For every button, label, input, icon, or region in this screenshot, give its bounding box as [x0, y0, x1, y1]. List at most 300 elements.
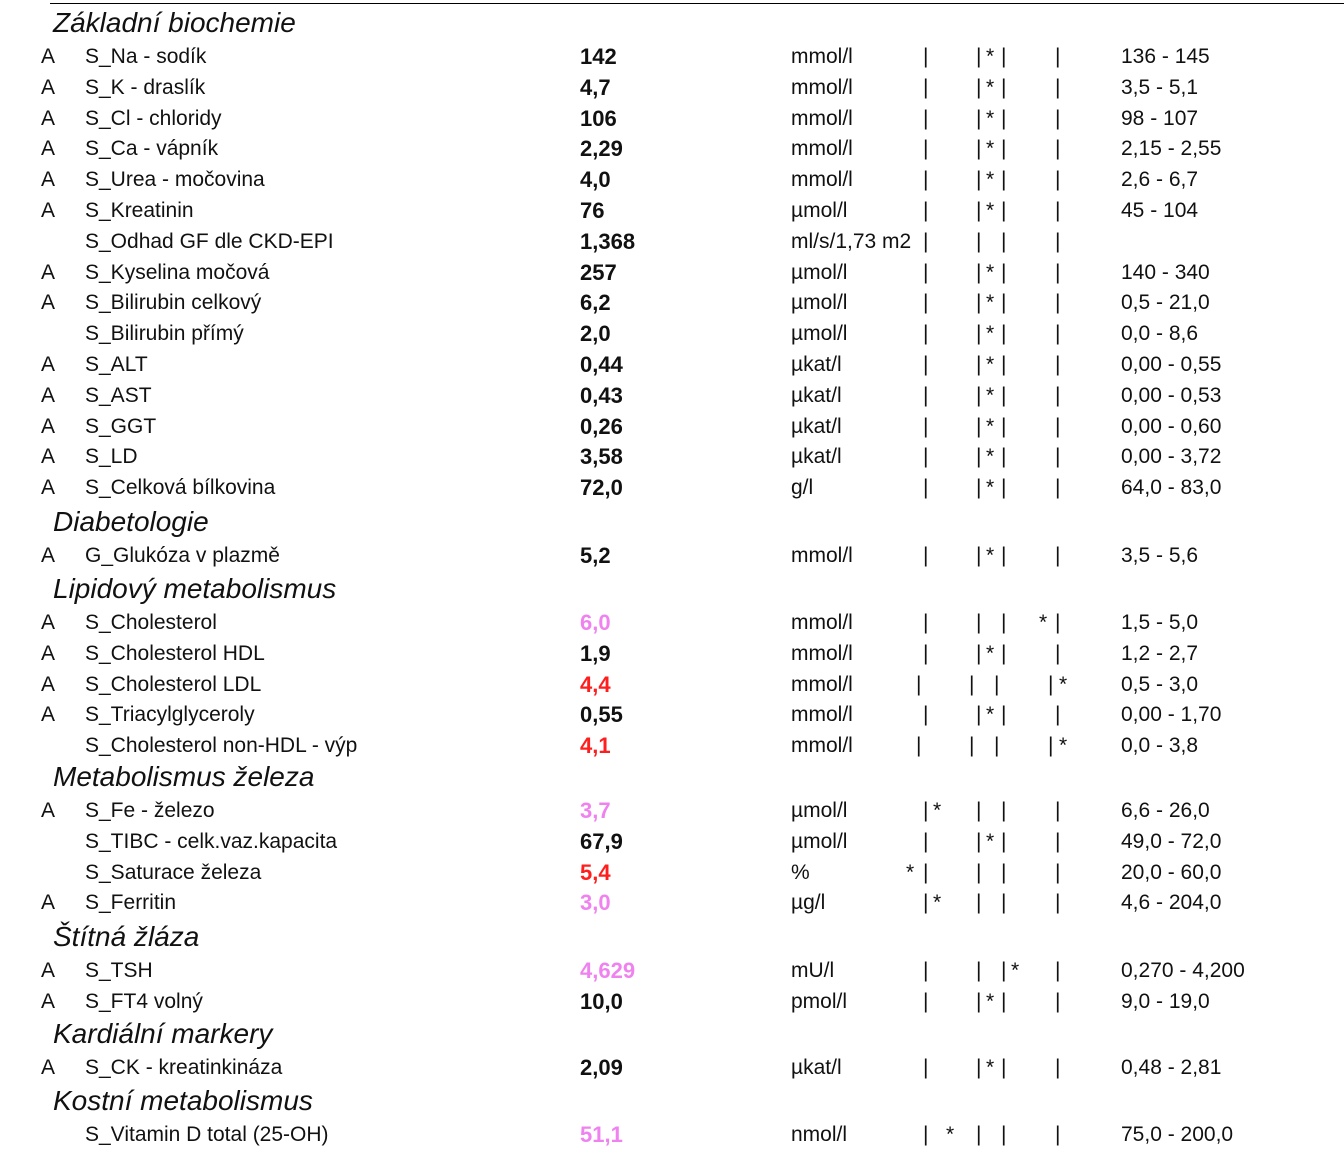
test-name: S_Cholesterol HDL: [85, 642, 265, 665]
reference-range: 3,5 - 5,6: [1121, 544, 1199, 567]
gauge-marker: *: [986, 415, 995, 438]
result-row: [0, 380, 1344, 411]
gauge-tick: |: [1001, 830, 1007, 853]
test-name: S_Cholesterol LDL: [85, 673, 262, 696]
gauge-tick: |: [923, 230, 929, 253]
gauge-tick: |: [976, 544, 982, 567]
gauge-tick: |: [923, 642, 929, 665]
gauge-tick: |: [976, 384, 982, 407]
gauge-tick: |: [976, 959, 982, 982]
gauge-tick: |: [1055, 76, 1061, 99]
gauge-tick: |: [1001, 861, 1007, 884]
gauge-tick: |: [1055, 261, 1061, 284]
gauge-tick: |: [976, 261, 982, 284]
gauge-tick: |: [923, 1056, 929, 1079]
gauge-tick: |: [976, 230, 982, 253]
gauge-marker: *: [986, 137, 995, 160]
reference-range: 9,0 - 19,0: [1121, 990, 1210, 1013]
test-unit: mmol/l: [791, 611, 853, 634]
gauge-tick: |: [976, 476, 982, 499]
accreditation-flag: A: [41, 291, 56, 314]
reference-range: 0,00 - 3,72: [1121, 445, 1222, 468]
accreditation-flag: A: [41, 1056, 56, 1079]
gauge-marker: *: [986, 990, 995, 1013]
gauge-tick: |: [1055, 199, 1061, 222]
test-value: 4,4: [580, 672, 611, 697]
test-value: 257: [580, 260, 617, 285]
reference-range: 0,00 - 0,53: [1121, 384, 1222, 407]
gauge-tick: |: [1055, 107, 1061, 130]
gauge-tick: |: [923, 611, 929, 634]
test-name: S_Na - sodík: [85, 45, 207, 68]
accreditation-flag: A: [41, 799, 56, 822]
accreditation-flag: A: [41, 76, 56, 99]
reference-range: 0,00 - 0,60: [1121, 415, 1222, 438]
test-value: 0,43: [580, 383, 623, 408]
gauge-tick: |: [1055, 642, 1061, 665]
gauge-marker: *: [986, 107, 995, 130]
test-value: 5,4: [580, 860, 611, 885]
test-value: 3,7: [580, 798, 611, 823]
test-unit: mmol/l: [791, 76, 853, 99]
test-unit: mmol/l: [791, 642, 853, 665]
result-row: [0, 133, 1344, 164]
gauge-tick: |: [923, 415, 929, 438]
result-row: [0, 287, 1344, 318]
test-unit: ml/s/1,73 m2: [791, 230, 912, 253]
test-unit: mmol/l: [791, 544, 853, 567]
gauge-marker: *: [986, 544, 995, 567]
gauge-tick: |: [923, 959, 929, 982]
test-value: 67,9: [580, 829, 623, 854]
reference-range: 0,00 - 0,55: [1121, 353, 1222, 376]
test-unit: mmol/l: [791, 107, 853, 130]
gauge-tick: |: [976, 168, 982, 191]
gauge-tick: |: [1001, 1056, 1007, 1079]
reference-range: 20,0 - 60,0: [1121, 861, 1222, 884]
test-value: 6,2: [580, 290, 611, 315]
gauge-tick: |: [923, 544, 929, 567]
accreditation-flag: A: [41, 445, 56, 468]
gauge-tick: |: [1001, 544, 1007, 567]
reference-range: 49,0 - 72,0: [1121, 830, 1222, 853]
result-row: [0, 730, 1344, 761]
result-row: [0, 887, 1344, 918]
gauge-tick: |: [1055, 990, 1061, 1013]
gauge-marker: *: [906, 861, 915, 884]
gauge-marker: *: [986, 353, 995, 376]
test-unit: µkat/l: [791, 384, 842, 407]
accreditation-flag: A: [41, 168, 56, 191]
result-row: [0, 857, 1344, 888]
gauge-tick: |: [976, 107, 982, 130]
test-value: 0,55: [580, 702, 623, 727]
gauge-tick: |: [976, 322, 982, 345]
test-value: 0,44: [580, 352, 623, 377]
test-value: 3,0: [580, 890, 611, 915]
accreditation-flag: A: [41, 673, 56, 696]
accreditation-flag: A: [41, 703, 56, 726]
accreditation-flag: A: [41, 476, 56, 499]
test-value: 142: [580, 44, 617, 69]
test-name: S_Bilirubin přímý: [85, 322, 244, 345]
test-unit: µkat/l: [791, 1056, 842, 1079]
test-unit: µmol/l: [791, 199, 848, 222]
gauge-marker: *: [986, 384, 995, 407]
result-row: [0, 226, 1344, 257]
gauge-tick: |: [1055, 476, 1061, 499]
gauge-tick: |: [1001, 261, 1007, 284]
reference-range: 64,0 - 83,0: [1121, 476, 1222, 499]
test-unit: nmol/l: [791, 1123, 848, 1146]
test-unit: mmol/l: [791, 45, 853, 68]
gauge-tick: |: [976, 199, 982, 222]
test-value: 0,26: [580, 414, 623, 439]
gauge-tick: |: [1001, 168, 1007, 191]
section-title: Diabetologie: [53, 506, 209, 537]
result-row: [0, 699, 1344, 730]
reference-range: 0,0 - 3,8: [1121, 734, 1199, 757]
gauge-tick: |: [976, 799, 982, 822]
gauge-marker: *: [1011, 959, 1020, 982]
result-row: [0, 638, 1344, 669]
test-unit: pmol/l: [791, 990, 848, 1013]
test-name: S_Triacylglyceroly: [85, 703, 255, 726]
gauge-tick: |: [994, 673, 1000, 696]
gauge-tick: |: [1001, 230, 1007, 253]
test-unit: µmol/l: [791, 322, 848, 345]
test-value: 51,1: [580, 1122, 623, 1147]
gauge-tick: |: [1055, 703, 1061, 726]
test-unit: g/l: [791, 476, 814, 499]
gauge-tick: |: [1001, 353, 1007, 376]
test-value: 1,9: [580, 641, 611, 666]
accreditation-flag: A: [41, 544, 56, 567]
test-unit: mmol/l: [791, 703, 853, 726]
section-title: Kostní metabolismus: [53, 1085, 313, 1116]
gauge-tick: |: [1055, 959, 1061, 982]
reference-range: 1,5 - 5,0: [1121, 611, 1199, 634]
test-name: S_FT4 volný: [85, 990, 203, 1013]
gauge-tick: |: [1055, 168, 1061, 191]
result-row: [0, 795, 1344, 826]
range-gauge: [0, 226, 1344, 257]
result-row: [0, 41, 1344, 72]
gauge-tick: |: [1055, 611, 1061, 634]
gauge-tick: |: [1055, 1056, 1061, 1079]
gauge-tick: |: [976, 45, 982, 68]
test-unit: µmol/l: [791, 291, 848, 314]
gauge-tick: |: [969, 734, 975, 757]
section-title: Základní biochemie: [53, 7, 296, 38]
result-row: [0, 349, 1344, 380]
gauge-tick: |: [1001, 799, 1007, 822]
accreditation-flag: A: [41, 990, 56, 1013]
gauge-tick: |: [1055, 861, 1061, 884]
result-row: [0, 955, 1344, 986]
gauge-tick: |: [1001, 291, 1007, 314]
test-name: G_Glukóza v plazmě: [85, 544, 280, 567]
gauge-tick: |: [923, 384, 929, 407]
gauge-marker: *: [986, 76, 995, 99]
gauge-tick: |: [923, 830, 929, 853]
gauge-marker: *: [986, 830, 995, 853]
test-value: 76: [580, 198, 605, 223]
gauge-tick: |: [1001, 990, 1007, 1013]
test-value: 5,2: [580, 543, 611, 568]
gauge-tick: |: [1001, 137, 1007, 160]
accreditation-flag: A: [41, 611, 56, 634]
gauge-tick: |: [923, 445, 929, 468]
gauge-tick: |: [976, 291, 982, 314]
test-value: 2,29: [580, 136, 623, 161]
gauge-tick: |: [969, 673, 975, 696]
gauge-tick: |: [1001, 45, 1007, 68]
test-unit: µmol/l: [791, 799, 848, 822]
test-value: 106: [580, 106, 617, 131]
accreditation-flag: A: [41, 45, 56, 68]
reference-range: 75,0 - 200,0: [1121, 1123, 1234, 1146]
gauge-tick: |: [976, 611, 982, 634]
gauge-tick: |: [923, 353, 929, 376]
accreditation-flag: A: [41, 107, 56, 130]
gauge-tick: |: [1001, 642, 1007, 665]
gauge-tick: |: [1055, 799, 1061, 822]
gauge-tick: |: [1055, 384, 1061, 407]
test-name: S_Kyselina močová: [85, 261, 270, 284]
result-row: [0, 607, 1344, 638]
test-value: 4,0: [580, 167, 611, 192]
gauge-marker: *: [933, 891, 942, 914]
gauge-tick: |: [976, 1056, 982, 1079]
gauge-marker: *: [986, 199, 995, 222]
gauge-tick: |: [1001, 199, 1007, 222]
reference-range: 0,00 - 1,70: [1121, 703, 1222, 726]
section-title: Štítná žláza: [53, 921, 200, 952]
gauge-tick: |: [976, 445, 982, 468]
reference-range: 0,270 - 4,200: [1121, 959, 1245, 982]
gauge-tick: |: [923, 137, 929, 160]
test-unit: %: [791, 861, 810, 884]
gauge-tick: |: [1055, 137, 1061, 160]
gauge-tick: |: [1001, 322, 1007, 345]
gauge-tick: |: [1055, 230, 1061, 253]
reference-range: 2,6 - 6,7: [1121, 168, 1199, 191]
test-name: S_Kreatinin: [85, 199, 194, 222]
test-value: 2,09: [580, 1055, 623, 1080]
test-name: S_AST: [85, 384, 152, 407]
result-row: [0, 195, 1344, 226]
accreditation-flag: A: [41, 353, 56, 376]
result-row: [0, 164, 1344, 195]
gauge-tick: |: [1001, 107, 1007, 130]
test-name: S_Ferritin: [85, 891, 177, 914]
test-unit: mU/l: [791, 959, 835, 982]
gauge-marker: *: [1039, 611, 1048, 634]
accreditation-flag: A: [41, 891, 56, 914]
test-value: 4,1: [580, 733, 611, 758]
gauge-tick: |: [976, 990, 982, 1013]
gauge-tick: |: [976, 1123, 982, 1146]
gauge-tick: |: [1001, 611, 1007, 634]
test-unit: µkat/l: [791, 415, 842, 438]
test-name: S_Celková bílkovina: [85, 476, 276, 499]
gauge-tick: |: [1001, 476, 1007, 499]
gauge-tick: |: [923, 168, 929, 191]
result-row: [0, 540, 1344, 571]
gauge-marker: *: [986, 703, 995, 726]
gauge-marker: *: [986, 45, 995, 68]
result-row: [0, 826, 1344, 857]
gauge-tick: |: [1055, 322, 1061, 345]
section-title: Lipidový metabolismus: [53, 573, 337, 604]
gauge-tick: |: [976, 353, 982, 376]
gauge-tick: |: [923, 1123, 929, 1146]
test-unit: µg/l: [791, 891, 826, 914]
test-value: 4,7: [580, 75, 611, 100]
test-name: S_ALT: [85, 353, 148, 376]
gauge-tick: |: [1055, 445, 1061, 468]
test-name: S_GGT: [85, 415, 157, 438]
test-name: S_Fe - železo: [85, 799, 215, 822]
gauge-tick: |: [994, 734, 1000, 757]
result-row: [0, 257, 1344, 288]
reference-range: 98 - 107: [1121, 107, 1199, 130]
result-row: [0, 1052, 1344, 1083]
gauge-tick: |: [923, 799, 929, 822]
gauge-tick: |: [976, 76, 982, 99]
gauge-tick: |: [976, 891, 982, 914]
gauge-tick: |: [923, 891, 929, 914]
accreditation-flag: A: [41, 384, 56, 407]
gauge-marker: *: [986, 445, 995, 468]
gauge-tick: |: [1001, 76, 1007, 99]
gauge-tick: |: [1001, 891, 1007, 914]
gauge-tick: |: [923, 476, 929, 499]
reference-range: 140 - 340: [1121, 261, 1210, 284]
gauge-tick: |: [923, 703, 929, 726]
gauge-tick: |: [1055, 544, 1061, 567]
test-name: S_Odhad GF dle CKD-EPI: [85, 230, 334, 253]
result-row: [0, 441, 1344, 472]
test-name: S_Cholesterol non-HDL - výp: [85, 734, 358, 757]
gauge-tick: |: [976, 830, 982, 853]
top-divider: [50, 3, 1344, 4]
gauge-tick: |: [1001, 384, 1007, 407]
gauge-tick: |: [923, 861, 929, 884]
gauge-marker: *: [1059, 734, 1068, 757]
test-unit: µmol/l: [791, 261, 848, 284]
gauge-marker: *: [986, 1056, 995, 1079]
reference-range: 3,5 - 5,1: [1121, 76, 1199, 99]
accreditation-flag: A: [41, 261, 56, 284]
gauge-tick: |: [1048, 673, 1054, 696]
result-row: [0, 318, 1344, 349]
test-value: 6,0: [580, 610, 611, 635]
gauge-tick: |: [923, 76, 929, 99]
gauge-tick: |: [976, 642, 982, 665]
test-value: 3,58: [580, 444, 623, 469]
test-value: 4,629: [580, 958, 636, 983]
gauge-tick: |: [976, 137, 982, 160]
gauge-tick: |: [1055, 415, 1061, 438]
reference-range: 4,6 - 204,0: [1121, 891, 1222, 914]
accreditation-flag: A: [41, 199, 56, 222]
gauge-marker: *: [933, 799, 942, 822]
test-value: 10,0: [580, 989, 623, 1014]
gauge-marker: *: [986, 322, 995, 345]
result-row: [0, 72, 1344, 103]
result-row: [0, 472, 1344, 503]
test-name: S_Cl - chloridy: [85, 107, 222, 130]
gauge-tick: |: [976, 703, 982, 726]
accreditation-flag: A: [41, 642, 56, 665]
gauge-tick: |: [1055, 45, 1061, 68]
gauge-marker: *: [986, 261, 995, 284]
test-name: S_TIBC - celk.vaz.kapacita: [85, 830, 338, 853]
result-row: [0, 669, 1344, 700]
result-row: [0, 411, 1344, 442]
gauge-tick: |: [923, 45, 929, 68]
test-name: S_TSH: [85, 959, 153, 982]
gauge-tick: |: [1048, 734, 1054, 757]
gauge-tick: |: [1001, 415, 1007, 438]
accreditation-flag: A: [41, 415, 56, 438]
gauge-tick: |: [1055, 1123, 1061, 1146]
accreditation-flag: A: [41, 959, 56, 982]
test-name: S_Vitamin D total (25-OH): [85, 1123, 329, 1146]
test-name: S_CK - kreatinkináza: [85, 1056, 283, 1079]
gauge-tick: |: [923, 990, 929, 1013]
gauge-tick: |: [923, 322, 929, 345]
result-row: [0, 103, 1344, 134]
test-unit: µkat/l: [791, 353, 842, 376]
gauge-tick: |: [1001, 1123, 1007, 1146]
gauge-marker: *: [1059, 673, 1068, 696]
test-name: S_LD: [85, 445, 138, 468]
result-row: [0, 1119, 1344, 1150]
gauge-tick: |: [923, 199, 929, 222]
section-title: Metabolismus železa: [53, 761, 315, 792]
reference-range: 0,5 - 3,0: [1121, 673, 1199, 696]
test-unit: mmol/l: [791, 673, 853, 696]
gauge-tick: |: [1001, 959, 1007, 982]
gauge-marker: *: [946, 1123, 955, 1146]
gauge-tick: |: [916, 673, 922, 696]
gauge-tick: |: [976, 861, 982, 884]
test-unit: µmol/l: [791, 830, 848, 853]
test-value: 2,0: [580, 321, 611, 346]
gauge-tick: |: [976, 415, 982, 438]
reference-range: 2,15 - 2,55: [1121, 137, 1222, 160]
gauge-marker: *: [986, 168, 995, 191]
reference-range: 45 - 104: [1121, 199, 1199, 222]
gauge-tick: |: [1055, 830, 1061, 853]
test-name: S_Cholesterol: [85, 611, 217, 634]
accreditation-flag: A: [41, 137, 56, 160]
test-unit: mmol/l: [791, 168, 853, 191]
gauge-tick: |: [916, 734, 922, 757]
test-value: 1,368: [580, 229, 636, 254]
gauge-tick: |: [1055, 291, 1061, 314]
reference-range: 0,48 - 2,81: [1121, 1056, 1222, 1079]
gauge-marker: *: [986, 642, 995, 665]
reference-range: 1,2 - 2,7: [1121, 642, 1199, 665]
test-unit: µkat/l: [791, 445, 842, 468]
test-name: S_Bilirubin celkový: [85, 291, 262, 314]
result-row: [0, 986, 1344, 1017]
gauge-tick: |: [1055, 891, 1061, 914]
